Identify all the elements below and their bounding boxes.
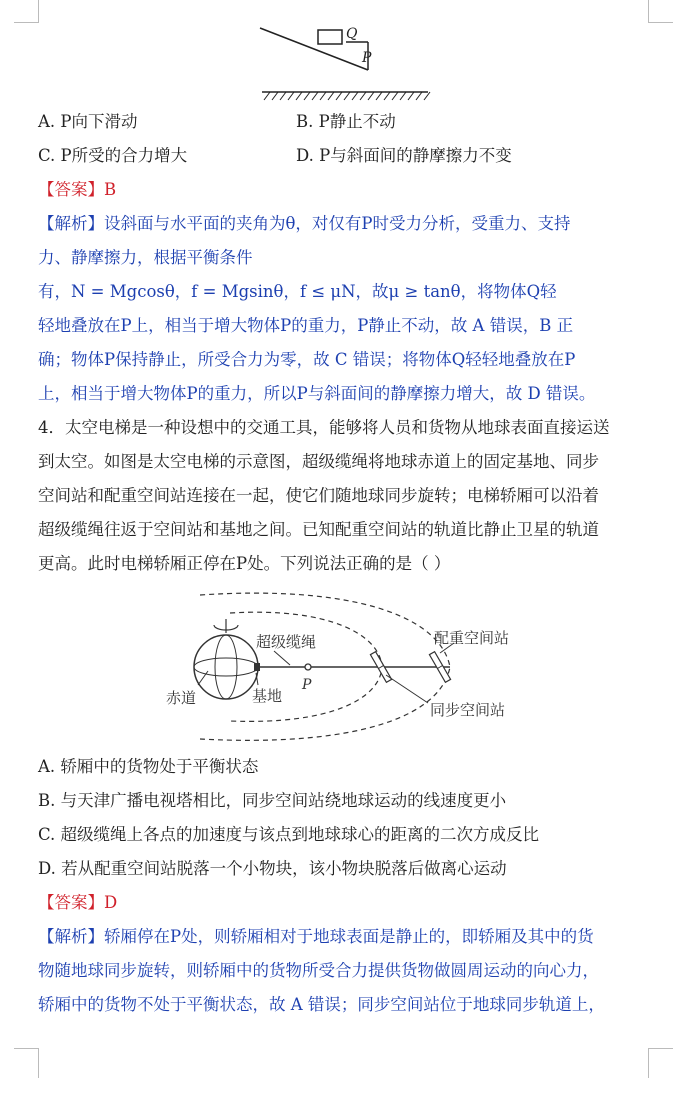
- corner-mark-bottom-left: [14, 1048, 39, 1049]
- corner-mark-top-right: [648, 0, 649, 22]
- q3-option-c: C. P所受的合力增大: [38, 146, 188, 165]
- q4-analysis-line-1: 【解析】轿厢停在P处，则轿厢相对于地球表面是静止的，即轿厢及其中的货: [38, 927, 594, 946]
- corner-mark-bottom-left: [38, 1048, 39, 1078]
- ground-hatching: [264, 92, 430, 100]
- q4-option-d: D. 若从配重空间站脱落一个小物块，该小物块脱落后做离心运动: [38, 859, 507, 878]
- q3-analysis-line-6: 上，相当于增大物体P的重力，所以P与斜面间的静摩擦力增大，故 D 错误。: [38, 384, 596, 403]
- q3-option-a: A. P向下滑动: [38, 112, 138, 131]
- corner-mark-top-left: [14, 22, 39, 23]
- corner-mark-top-right: [648, 22, 673, 23]
- earth: [194, 635, 258, 699]
- q4-stem-line-1: 4．太空电梯是一种设想中的交通工具，能够将人员和货物从地球表面直接运送: [38, 418, 610, 437]
- q4-answer: 【答案】D: [38, 893, 118, 912]
- label-base: 基地: [252, 687, 283, 705]
- q3-analysis-line-4: 轻地叠放在P上，相当于增大物体P的重力，P静止不动，故 A 错误，B 正: [38, 316, 574, 335]
- elevator-point-p: [305, 664, 311, 670]
- label-cable: 超级缆绳: [256, 633, 317, 651]
- incline-figure: [250, 20, 440, 102]
- q3-option-d: D. P与斜面间的静摩擦力不变: [296, 146, 512, 165]
- corner-mark-bottom-right: [648, 1048, 649, 1078]
- q4-stem-line-2: 到太空。如图是太空电梯的示意图，超级缆绳将地球赤道上的固定基地、同步: [38, 452, 599, 471]
- label-p: P: [362, 50, 372, 66]
- q4-stem-line-4: 超级缆绳往返于空间站和基地之间。已知配重空间站的轨道比静止卫星的轨道: [38, 520, 599, 539]
- label-sync-station: 同步空间站: [430, 701, 506, 719]
- q4-option-b: B. 与天津广播电视塔相比，同步空间站绕地球运动的线速度更小: [38, 791, 507, 810]
- q4-option-a: A. 轿厢中的货物处于平衡状态: [38, 757, 259, 776]
- corner-mark-bottom-right: [648, 1048, 673, 1049]
- q4-analysis-line-3: 轿厢中的货物不处于平衡状态，故 A 错误；同步空间站位于地球同步轨道上，: [38, 995, 605, 1014]
- corner-mark-top-left: [38, 0, 39, 22]
- q4-stem-line-5: 更高。此时电梯轿厢正停在P处。下列说法正确的是（ ）: [38, 554, 451, 573]
- q3-analysis-line-3: 有，N = Mgcosθ，f = Mgsinθ，f ≤ μN，故μ ≥ tanθ，将物体Q轻: [38, 282, 557, 301]
- label-equator: 赤道: [166, 689, 197, 707]
- base-marker: [254, 663, 260, 671]
- q4-stem-line-3: 空间站和配重空间站连接在一起，使它们随地球同步旋转；电梯轿厢可以沿着: [38, 486, 599, 505]
- leader-sync: [386, 675, 428, 703]
- label-q: Q: [346, 26, 358, 42]
- label-counterweight: 配重空间站: [434, 629, 510, 647]
- q4-analysis-line-2: 物随地球同步旋转，则轿厢中的货物所受合力提供货物做圆周运动的向心力，: [38, 961, 599, 980]
- q3-analysis-line-5: 确；物体P保持静止，所受合力为零，故 C 错误；将物体Q轻轻地叠放在P: [38, 350, 576, 369]
- block-q: [318, 30, 342, 44]
- q3-option-b: B. P静止不动: [296, 112, 396, 131]
- q3-analysis-line-2: 力、静摩擦力，根据平衡条件: [38, 248, 253, 267]
- q4-option-c: C. 超级缆绳上各点的加速度与该点到地球球心的距离的二次方成反比: [38, 825, 540, 844]
- leader-cable: [274, 651, 290, 665]
- space-elevator-figure: [150, 585, 550, 747]
- q3-analysis-line-1: 【解析】设斜面与水平面的夹角为θ，对仅有P时受力分析，受重力、支持: [38, 214, 571, 233]
- label-p: P: [302, 677, 312, 693]
- q3-answer: 【答案】B: [38, 180, 117, 199]
